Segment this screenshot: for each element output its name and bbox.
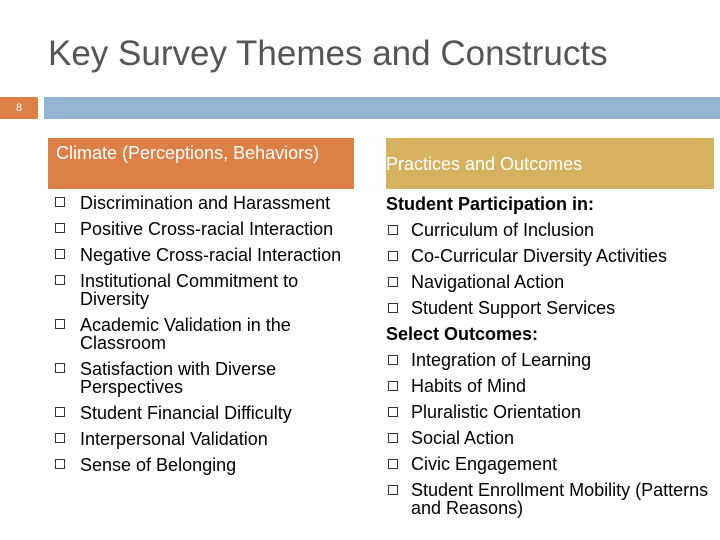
participation-item xyxy=(386,273,720,291)
participation-item-label: Curriculum of Inclusion xyxy=(411,220,595,240)
hollow-square-bullet-icon xyxy=(388,355,398,365)
outcome-item xyxy=(386,455,720,473)
hollow-square-bullet-icon xyxy=(55,197,65,207)
hollow-square-bullet-icon xyxy=(55,223,65,233)
slide-title: Key Survey Themes and Constructs xyxy=(48,34,608,73)
outcome-item xyxy=(386,481,720,517)
hollow-square-bullet-icon xyxy=(55,249,65,259)
participation-item-label: Navigational Action xyxy=(411,272,565,292)
climate-item-label: Institutional Commitment to Diversity xyxy=(80,271,299,309)
outcome-item xyxy=(386,377,720,395)
climate-item-label: Satisfaction with Diverse Perspectives xyxy=(80,359,277,397)
outcome-item-label: Civic Engagement xyxy=(411,454,558,474)
hollow-square-bullet-icon xyxy=(55,459,65,469)
outcome-item-label: Social Action xyxy=(411,428,515,448)
hollow-square-bullet-icon xyxy=(388,303,398,313)
climate-item xyxy=(48,456,368,474)
hollow-square-bullet-icon xyxy=(388,225,398,235)
hollow-square-bullet-icon xyxy=(388,407,398,417)
practices-header: Practices and Outcomes xyxy=(386,138,714,189)
climate-header: Climate (Perceptions, Behaviors) xyxy=(48,138,354,189)
hollow-square-bullet-icon xyxy=(388,277,398,287)
climate-item-label: Positive Cross-racial Interaction xyxy=(80,219,334,239)
hollow-square-bullet-icon xyxy=(388,251,398,261)
participation-item xyxy=(386,247,720,265)
climate-item-label: Discrimination and Harassment xyxy=(80,193,331,213)
hollow-square-bullet-icon xyxy=(55,275,65,285)
climate-item xyxy=(48,316,368,352)
outcome-item xyxy=(386,403,720,421)
climate-item xyxy=(48,272,368,308)
hollow-square-bullet-icon xyxy=(55,319,65,329)
participation-heading: Student Participation in: xyxy=(386,194,595,214)
climate-item xyxy=(48,404,368,422)
participation-item xyxy=(386,221,720,239)
climate-item-label: Academic Validation in the Classroom xyxy=(80,315,291,353)
climate-item-label: Student Financial Difficulty xyxy=(80,403,292,423)
hollow-square-bullet-icon xyxy=(55,407,65,417)
climate-item-label: Interpersonal Validation xyxy=(80,429,268,449)
climate-list xyxy=(48,194,368,474)
hollow-square-bullet-icon xyxy=(388,433,398,443)
title-underline-bar xyxy=(44,97,720,119)
hollow-square-bullet-icon xyxy=(55,433,65,443)
practices-column xyxy=(386,138,720,525)
climate-column xyxy=(48,138,368,482)
hollow-square-bullet-icon xyxy=(55,363,65,373)
climate-item-label: Negative Cross-racial Interaction xyxy=(80,245,342,265)
outcome-item-label: Student Enrollment Mobility (Patterns and Reasons) xyxy=(411,480,709,518)
outcome-item-label: Pluralistic Orientation xyxy=(411,402,582,422)
participation-item-label: Co-Curricular Diversity Activities xyxy=(411,246,668,266)
outcome-item-label: Integration of Learning xyxy=(411,350,592,370)
slide-number: 8 xyxy=(0,97,38,119)
climate-item xyxy=(48,246,368,264)
hollow-square-bullet-icon xyxy=(388,459,398,469)
hollow-square-bullet-icon xyxy=(388,485,398,495)
outcome-item xyxy=(386,429,720,447)
outcomes-heading: Select Outcomes: xyxy=(386,324,539,344)
climate-item-label: Sense of Belonging xyxy=(80,455,237,475)
participation-item xyxy=(386,299,720,317)
climate-item xyxy=(48,220,368,238)
outcome-item xyxy=(386,351,720,369)
climate-item xyxy=(48,194,368,212)
hollow-square-bullet-icon xyxy=(388,381,398,391)
practices-list xyxy=(386,195,720,517)
participation-item-label: Student Support Services xyxy=(411,298,616,318)
climate-item xyxy=(48,360,368,396)
outcome-item-label: Habits of Mind xyxy=(411,376,527,396)
climate-item xyxy=(48,430,368,448)
